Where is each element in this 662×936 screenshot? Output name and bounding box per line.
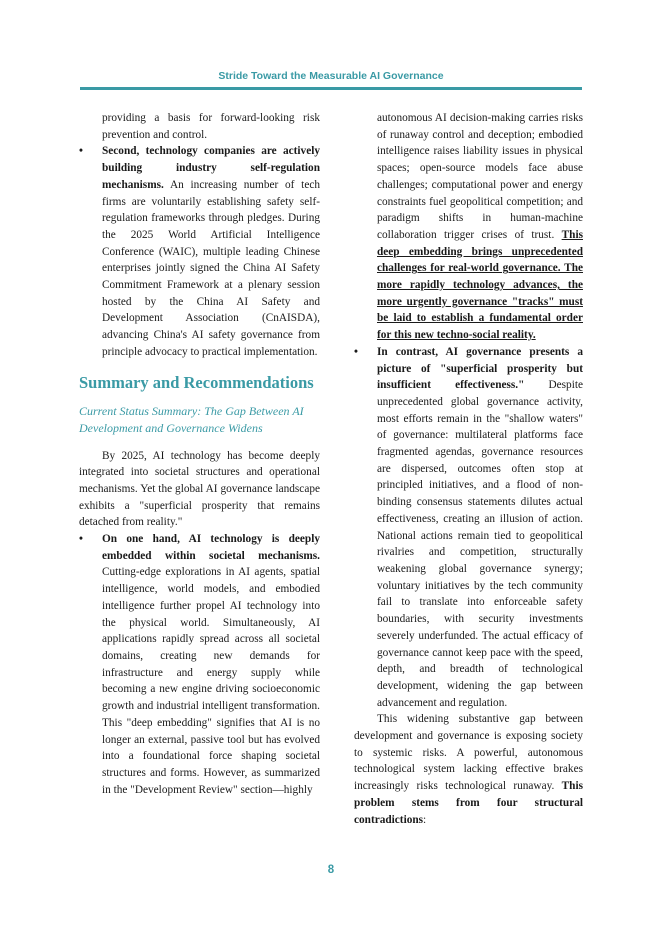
left-column xyxy=(79,110,320,798)
bullet-lead: Second, technology companies are actively building industry self-regulation mechanisms. xyxy=(102,145,320,191)
bullet-item-companies xyxy=(79,143,320,360)
bullet-icon: • xyxy=(354,345,358,358)
bullet-text: An increasing number of tech firms are voluntarily establishing safety self-regulation frameworks through pledges. During the 2025 World Artificial Intelligence Conference (WAIC), multiple leading Chinese enterprises jointly signed the China AI Safety Commitment Framework at a plenary session hosted by the China AI Safety and Development Association (CnAISDA), advancing China's AI safety governance from principle advocacy to practical implementation. xyxy=(102,178,320,358)
bullet-lead: On one hand, AI technology is deeply embedded within societal mechanisms. xyxy=(102,533,320,562)
paragraph-text: This widening substantive gap between development and governance is exposing society to systemic risks. A powerful, autonomous technological system lacking effective brakes increasingly risks technological runaway. xyxy=(354,713,583,793)
body-paragraph: By 2025, AI technology has become deeply integrated into societal structures and operational mechanisms. Yet the global AI governance landscape exhibits a "superficial prosperity that remains detached from reality." xyxy=(79,449,320,529)
paragraph-bold: This problem stems from four structural contradictions xyxy=(354,780,583,826)
continued-paragraph xyxy=(354,110,583,344)
bullet-item-embedding xyxy=(79,531,320,798)
continued-text: autonomous AI decision-making carries risks of runaway control and deception; embodied intelligence raises liability issues in physical spaces; open-source models face abuse challenges; computational power and energy constraints fuel geopolitical competition; and paradigm shifts in human-machine collaboration trigger crises of trust. xyxy=(377,112,583,241)
bullet-text: Cutting-edge explorations in AI agents, spatial intelligence, world models, and embodied intelligence further propel AI technology into the physical world. Simultaneously, AI applications rapidly spread across all societal domains, creating new demands for infrastructure and energy supply while becoming a new engine driving socioeconomic growth and industrial intelligent transformation. This "deep embedding" signifies that AI is no longer an external, passive tool but has evolved into a foundational force shaping societal structures and forms. However, as summarized in the "Development Review" section—highly xyxy=(102,566,320,796)
paragraph-end: : xyxy=(423,813,427,826)
bullet-text: Despite unprecedented global governance activity, most efforts remain in the "shallow waters" of governance: multilateral platforms face fragmented agendas, governance resources are dispersed, outcomes often stop at principled initiatives, and a flood of non-binding consensus statements dilutes actual effectiveness, creating an illusion of action. National actions remain tied to geopolitical rivalries and competition, structurally weakening global governance synergy; voluntary initiatives by the tech community fail to translate into enforceable safety boundaries, with security investments severely underfunded. The actual efficacy of governance cannot keep pace with the speed, depth, and breadth of technological development, widening the gap between advancement and regulation. xyxy=(377,379,583,709)
bullet-lead: In contrast, AI governance presents a picture of "superficial prosperity but insufficient effectiveness." xyxy=(377,345,583,392)
section-heading: Summary and Recommendations xyxy=(79,372,314,392)
right-column xyxy=(354,110,583,828)
running-header: Stride Toward the Measurable AI Governance xyxy=(218,70,444,82)
page-number: 8 xyxy=(327,864,335,876)
bullet-icon: • xyxy=(79,533,83,546)
bullet-icon: • xyxy=(79,145,83,158)
body-paragraph xyxy=(354,711,583,828)
subsection-heading: Current Status Summary: The Gap Between AI Development and Governance Widens xyxy=(79,403,304,435)
continued-paragraph: providing a basis for forward-looking risk prevention and control. xyxy=(102,112,320,141)
underlined-emphasis: This deep embedding brings unprecedented challenges for real-world governance. The more rapidly technology advances, the more urgently governance "tracks" must be laid to establish a fundamental order for this new techno-social reality. xyxy=(377,228,583,342)
bullet-item-governance xyxy=(354,344,583,711)
header-rule xyxy=(80,87,582,90)
